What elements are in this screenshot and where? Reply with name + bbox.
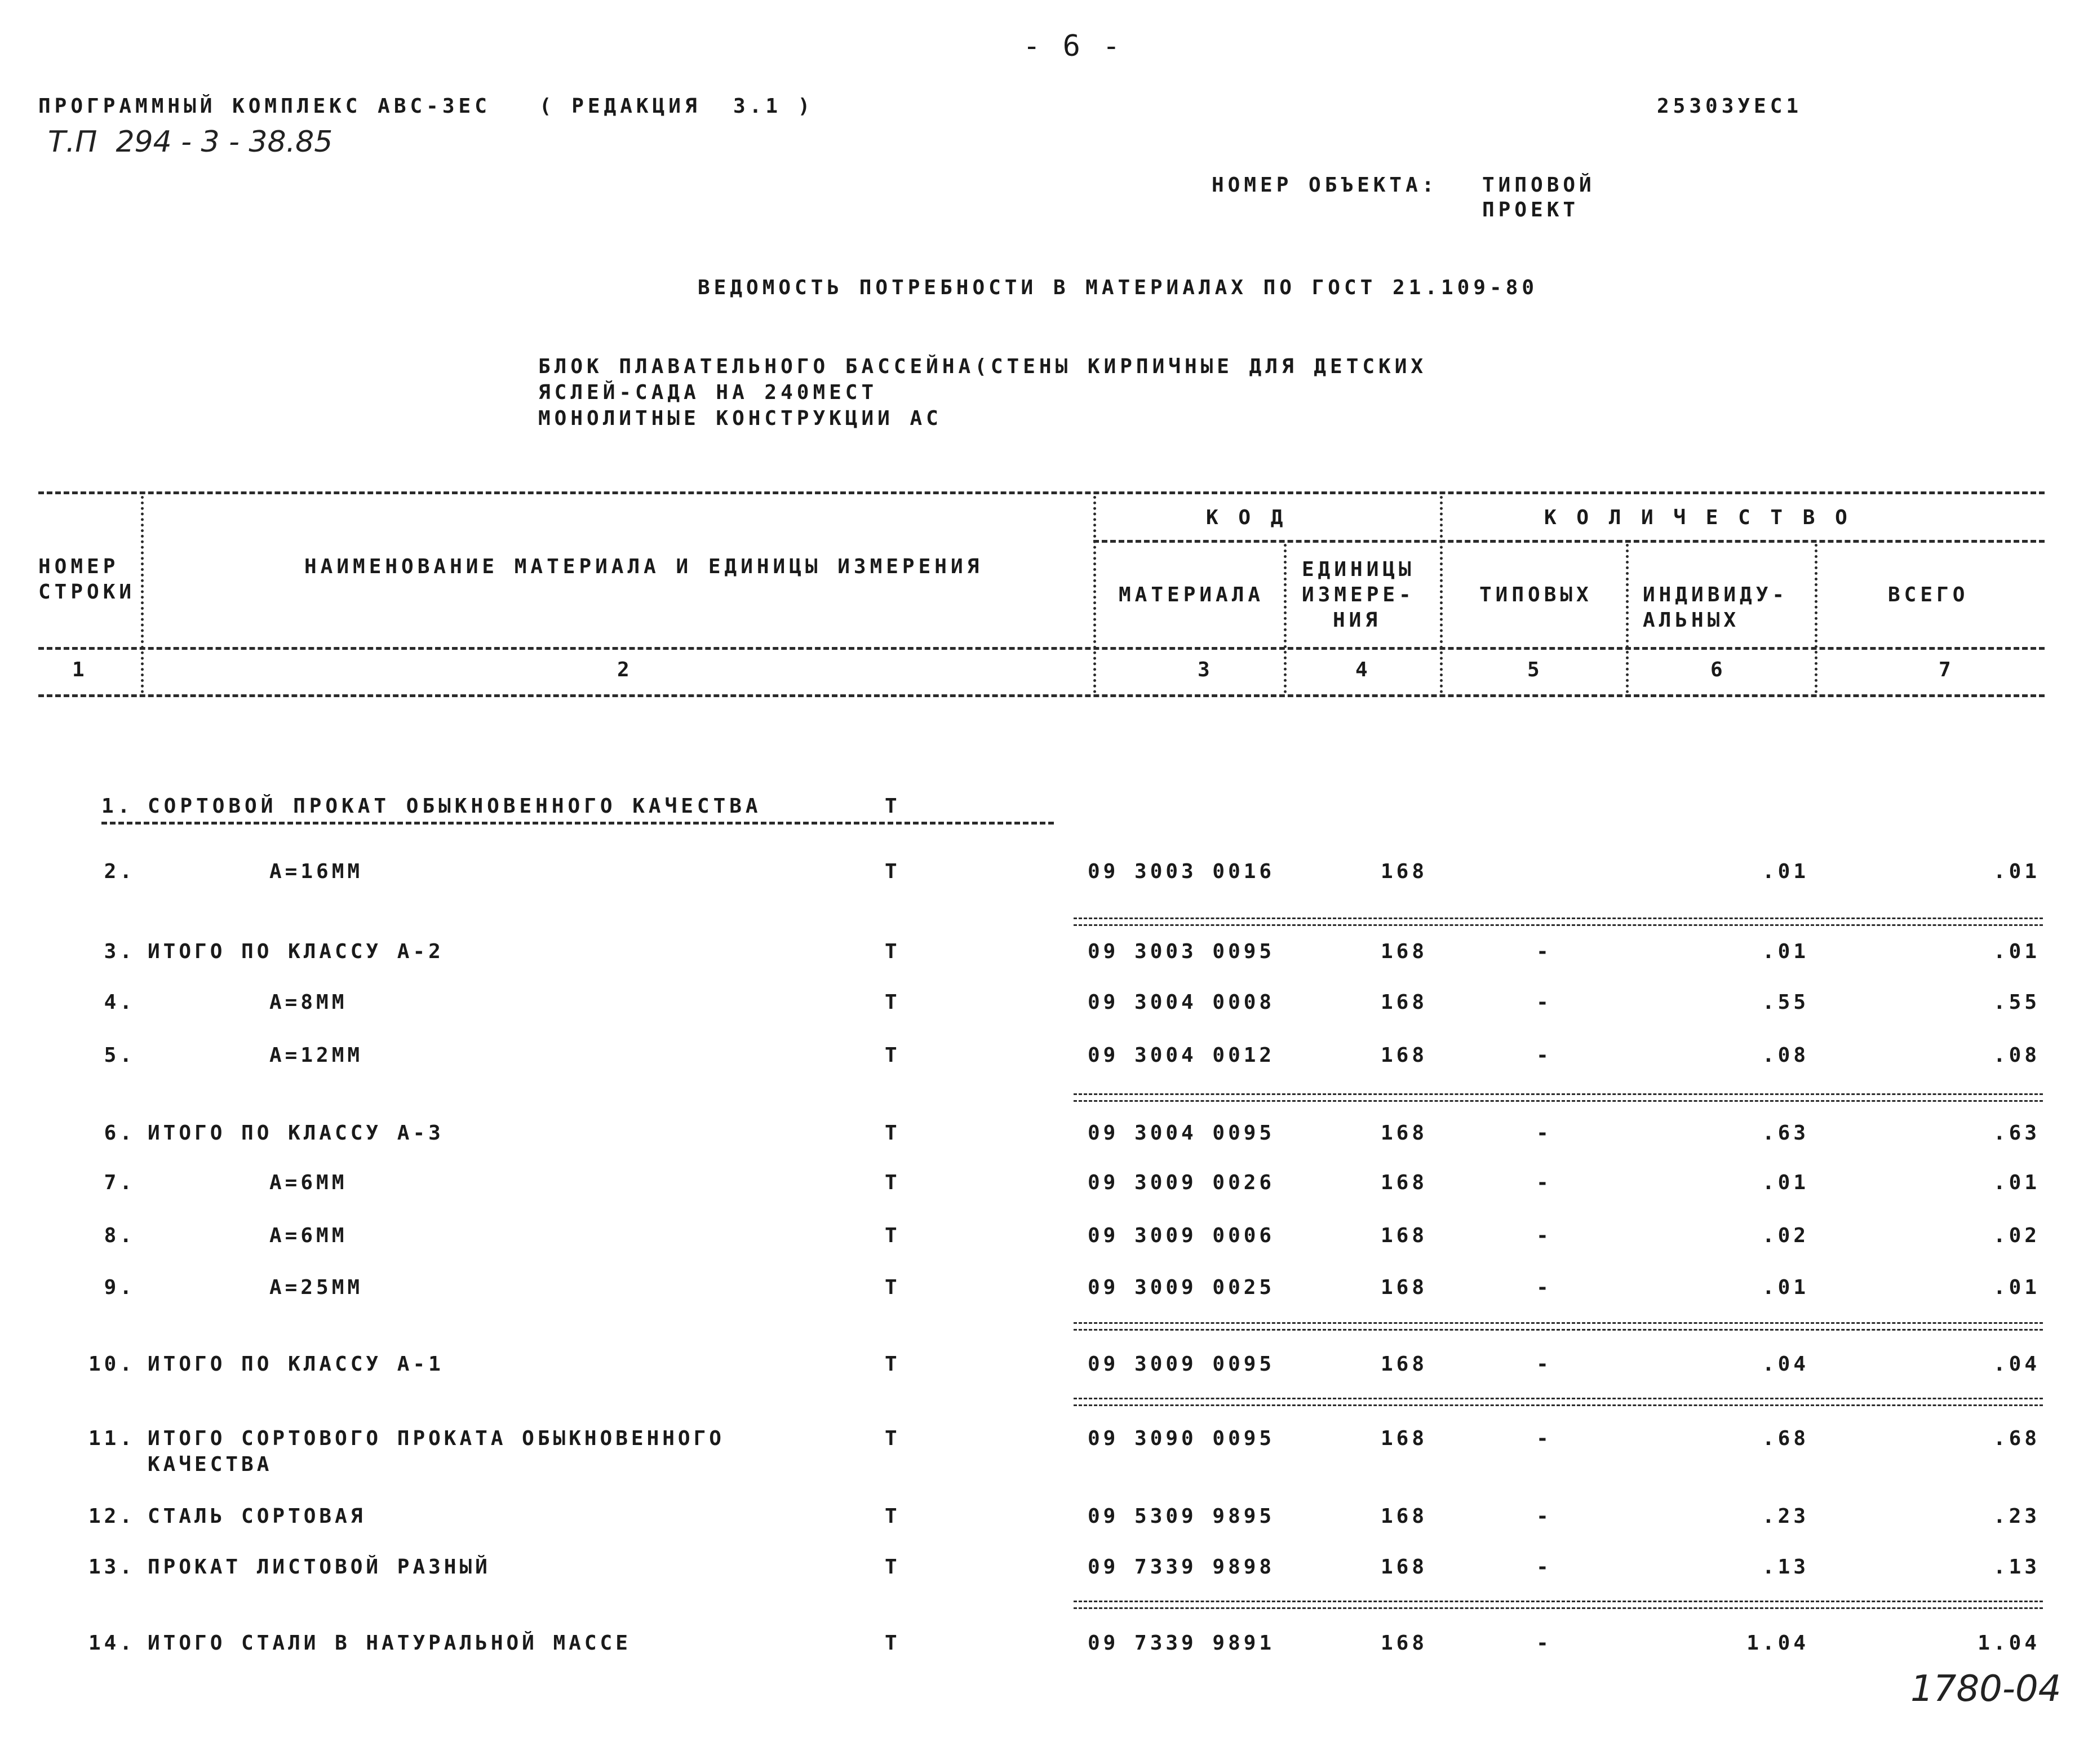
cell-code: 09 3090 0095: [1088, 1427, 1275, 1450]
header-code-unit-2: ИЗМЕРЕ-: [1302, 583, 1415, 606]
header-row-no-2: СТРОКИ: [38, 580, 136, 604]
cell-ind: .13: [1762, 1555, 1809, 1579]
cell-name: ПРОКАТ ЛИСТОВОЙ РАЗНЫЙ: [148, 1555, 491, 1579]
cell-total: 1.04: [1978, 1632, 2040, 1655]
cell-num: 10.: [88, 1353, 135, 1376]
table-row: [0, 1044, 2097, 1078]
object-value-1: ТИПОВОЙ: [1482, 174, 1595, 197]
cell-num: 3.: [104, 940, 135, 963]
cell-num: 9.: [104, 1276, 135, 1299]
table-row: [0, 1505, 2097, 1539]
cell-ucode: 168: [1381, 1632, 1428, 1655]
object-value-2: ПРОЕКТ: [1482, 198, 1580, 221]
cell-num: 5.: [104, 1044, 135, 1067]
subtotal-separator: [1074, 1093, 2043, 1102]
cell-unit: Т: [885, 1171, 901, 1194]
table-row: [0, 1171, 2097, 1205]
cell-total: .02: [1993, 1224, 2040, 1247]
cell-ind: .68: [1762, 1427, 1809, 1450]
cell-unit: Т: [885, 1044, 901, 1067]
cell-ucode: 168: [1381, 1555, 1428, 1579]
table-row: [0, 940, 2097, 974]
section-heading-underline: [101, 822, 1054, 825]
cell-num: 8.: [104, 1224, 135, 1247]
cell-total: .55: [1993, 991, 2040, 1014]
cell-total: .01: [1993, 940, 2040, 963]
subtitle-line-2: ЯСЛЕЙ-САДА НА 240МЕСТ: [538, 381, 878, 404]
cell-code: 09 3004 0012: [1088, 1044, 1275, 1067]
cell-ucode: 168: [1381, 860, 1428, 883]
cell-unit: Т: [885, 991, 901, 1014]
cell-ind: 1.04: [1746, 1632, 1809, 1655]
cell-code: 09 3004 0008: [1088, 991, 1275, 1014]
cell-unit: Т: [885, 1632, 901, 1655]
cell-total: .01: [1993, 1276, 2040, 1299]
cell-unit: Т: [885, 1427, 901, 1450]
handwritten-project-number: Т.П 294 - 3 - 38.85: [48, 125, 333, 159]
cell-unit: Т: [885, 1555, 901, 1579]
cell-typ: -: [1536, 1353, 1552, 1376]
table-row: [0, 1632, 2097, 1665]
cell-num: 4.: [104, 991, 135, 1014]
program-line: ПРОГРАММНЫЙ КОМПЛЕКС АВС-ЗЕС ( РЕДАКЦИЯ 3.1 ): [38, 95, 814, 118]
cell-unit: Т: [885, 1276, 901, 1299]
cell-code: 09 3009 0026: [1088, 1171, 1275, 1194]
col-number-2: 2: [617, 658, 633, 681]
cell-ind: .02: [1762, 1224, 1809, 1247]
cell-typ: -: [1536, 991, 1552, 1014]
cell-name-line-2: КАЧЕСТВА: [148, 1453, 273, 1476]
subtotal-separator: [1074, 918, 2043, 926]
cell-ind: .01: [1762, 1276, 1809, 1299]
doc-title: ВЕДОМОСТЬ ПОТРЕБНОСТИ В МАТЕРИАЛАХ ПО ГОСТ 21.109-80: [698, 276, 1539, 299]
code-right: 25303УЕС1: [1657, 95, 1803, 118]
cell-unit: Т: [885, 1122, 901, 1145]
table-row: [0, 1276, 2097, 1310]
cell-ind: .55: [1762, 991, 1809, 1014]
cell-num: 6.: [104, 1122, 135, 1145]
cell-ind: .08: [1762, 1044, 1809, 1067]
cell-num: 11.: [88, 1427, 135, 1450]
cell-ucode: 168: [1381, 1171, 1428, 1194]
cell-name: ИТОГО ПО КЛАССУ А-3: [148, 1122, 444, 1145]
cell-typ: -: [1536, 1044, 1552, 1067]
cell-num: 13.: [88, 1555, 135, 1579]
cell-sub: А=16ММ: [269, 860, 363, 883]
cell-typ: -: [1536, 1427, 1552, 1450]
cell-typ: -: [1536, 1122, 1552, 1145]
cell-ucode: 168: [1381, 1122, 1428, 1145]
cell-unit: Т: [885, 1353, 901, 1376]
cell-ucode: 168: [1381, 1224, 1428, 1247]
col-number-6: 6: [1710, 658, 1727, 681]
cell-ind: .04: [1762, 1353, 1809, 1376]
table-row: [0, 1224, 2097, 1258]
cell-name: ИТОГО СТАЛИ В НАТУРАЛЬНОЙ МАССЕ: [148, 1632, 631, 1655]
cell-total: .68: [1993, 1427, 2040, 1450]
cell-total: .23: [1993, 1505, 2040, 1528]
cell-ucode: 168: [1381, 991, 1428, 1014]
header-code-unit-1: ЕДИНИЦЫ: [1302, 558, 1415, 581]
table-row: [0, 1353, 2097, 1386]
subtitle-line-3: МОНОЛИТНЫЕ КОНСТРУКЦИИ АС: [538, 407, 942, 430]
cell-num: 7.: [104, 1171, 135, 1194]
cell-sub: А=6ММ: [269, 1224, 348, 1247]
cell-unit: Т: [885, 1224, 901, 1247]
cell-ind: .01: [1762, 940, 1809, 963]
cell-name: ИТОГО СОРТОВОГО ПРОКАТА ОБЫКНОВЕННОГО: [148, 1427, 725, 1450]
cell-code: 09 3003 0016: [1088, 860, 1275, 883]
table-row: [0, 1122, 2097, 1155]
col-number-1: 1: [72, 658, 88, 681]
cell-typ: -: [1536, 1224, 1552, 1247]
cell-name: ИТОГО ПО КЛАССУ А-2: [148, 940, 444, 963]
section-heading-name: СОРТОВОЙ ПРОКАТ ОБЫКНОВЕННОГО КАЧЕСТВА: [148, 795, 762, 818]
subtotal-separator: [1074, 1601, 2043, 1609]
handwritten-footer: 1780-04: [1910, 1668, 2061, 1710]
cell-total: .01: [1993, 1171, 2040, 1194]
cell-ucode: 168: [1381, 1353, 1428, 1376]
table-row: [0, 1555, 2097, 1589]
cell-sub: А=6ММ: [269, 1171, 348, 1194]
subtitle-line-1: БЛОК ПЛАВАТЕЛЬНОГО БАССЕЙНА(СТЕНЫ КИРПИЧНЫЕ ДЛЯ ДЕТСКИХ: [538, 355, 1427, 378]
col-number-4: 4: [1355, 658, 1372, 681]
table-row: [0, 991, 2097, 1025]
cell-num: 2.: [104, 860, 135, 883]
header-code-material: МАТЕРИАЛА: [1119, 583, 1265, 606]
cell-ucode: 168: [1381, 1427, 1428, 1450]
cell-name: ИТОГО ПО КЛАССУ А-1: [148, 1353, 444, 1376]
header-qty-individual-1: ИНДИВИДУ-: [1643, 583, 1789, 606]
cell-ind: .01: [1762, 1171, 1809, 1194]
subtotal-separator: [1074, 1322, 2043, 1331]
cell-code: 09 5309 9895: [1088, 1505, 1275, 1528]
header-qty-individual-2: АЛЬНЫХ: [1643, 609, 1740, 632]
cell-code: 09 3004 0095: [1088, 1122, 1275, 1145]
cell-num: 12.: [88, 1505, 135, 1528]
header-qty-typical: ТИПОВЫХ: [1479, 583, 1593, 606]
cell-sub: А=8ММ: [269, 991, 348, 1014]
cell-ucode: 168: [1381, 1044, 1428, 1067]
header-code-unit-3: НИЯ: [1333, 609, 1382, 632]
cell-typ: -: [1536, 940, 1552, 963]
cell-ucode: 168: [1381, 1276, 1428, 1299]
header-material-name: НАИМЕНОВАНИЕ МАТЕРИАЛА И ЕДИНИЦЫ ИЗМЕРЕНИЯ: [304, 555, 983, 578]
cell-name: СТАЛЬ СОРТОВАЯ: [148, 1505, 366, 1528]
cell-ind: .01: [1762, 860, 1809, 883]
cell-ind: .23: [1762, 1505, 1809, 1528]
section-heading-number: 1.: [101, 795, 134, 818]
cell-code: 09 3009 0006: [1088, 1224, 1275, 1247]
cell-typ: -: [1536, 1505, 1552, 1528]
cell-typ: -: [1536, 1276, 1552, 1299]
cell-total: .63: [1993, 1122, 2040, 1145]
col-number-5: 5: [1527, 658, 1544, 681]
cell-num: 14.: [88, 1632, 135, 1655]
cell-typ: -: [1536, 1171, 1552, 1194]
cell-ucode: 168: [1381, 940, 1428, 963]
col-number-7: 7: [1939, 658, 1955, 681]
cell-code: 09 3003 0095: [1088, 940, 1275, 963]
cell-total: .01: [1993, 860, 2040, 883]
cell-sub: А=12ММ: [269, 1044, 363, 1067]
cell-total: .08: [1993, 1044, 2040, 1067]
header-qty-total: ВСЕГО: [1888, 583, 1969, 606]
section-heading-unit: Т: [885, 795, 901, 818]
cell-code: 09 7339 9891: [1088, 1632, 1275, 1655]
cell-ucode: 168: [1381, 1505, 1428, 1528]
cell-sub: А=25ММ: [269, 1276, 363, 1299]
cell-unit: Т: [885, 940, 901, 963]
table-row: [0, 1427, 2097, 1476]
cell-ind: .63: [1762, 1122, 1809, 1145]
object-label: НОМЕР ОБЪЕКТА:: [1212, 174, 1438, 197]
cell-total: .13: [1993, 1555, 2040, 1579]
cell-code: 09 3009 0025: [1088, 1276, 1275, 1299]
table-row: [0, 860, 2097, 894]
cell-typ: -: [1536, 1555, 1552, 1579]
header-code-group: К О Д: [1206, 506, 1287, 529]
page-number: - 6 -: [1023, 29, 1123, 63]
subtotal-separator: [1074, 1398, 2043, 1406]
header-qty-group: К О Л И Ч Е С Т В О: [1544, 506, 1851, 529]
cell-typ: -: [1536, 1632, 1552, 1655]
cell-unit: Т: [885, 1505, 901, 1528]
cell-total: .04: [1993, 1353, 2040, 1376]
cell-unit: Т: [885, 860, 901, 883]
header-row-no-1: НОМЕР: [38, 555, 119, 578]
cell-code: 09 3009 0095: [1088, 1353, 1275, 1376]
col-number-3: 3: [1198, 658, 1214, 681]
cell-code: 09 7339 9898: [1088, 1555, 1275, 1579]
